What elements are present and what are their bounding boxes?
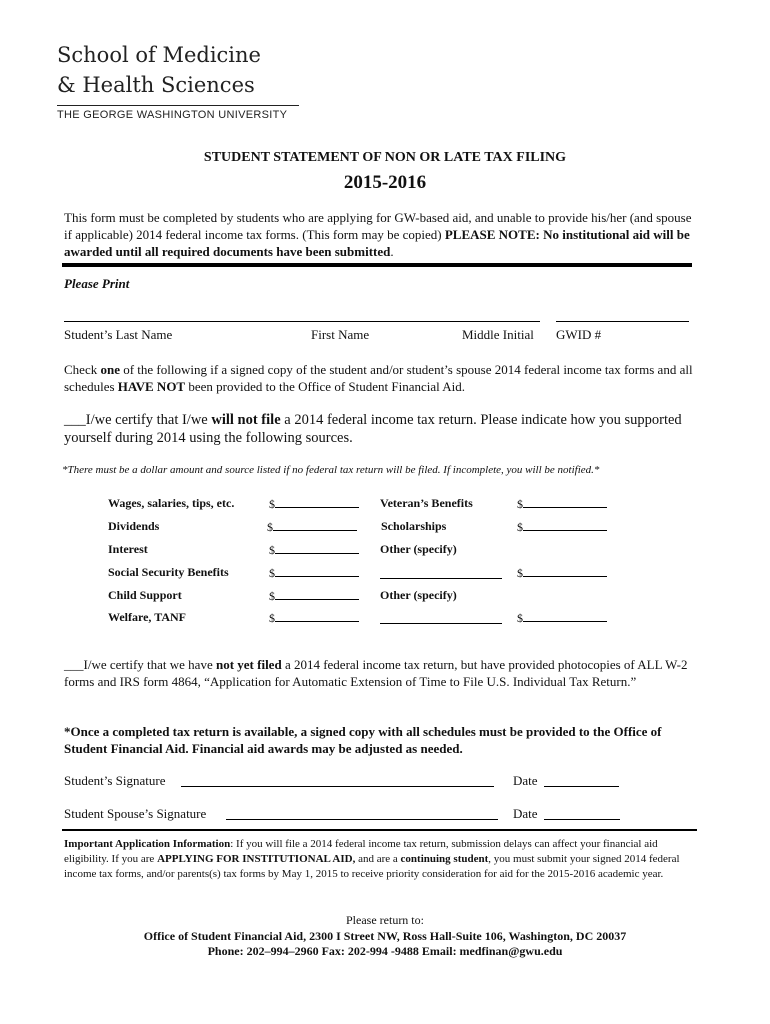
check-have-not: HAVE NOT bbox=[117, 379, 186, 394]
check-one: one bbox=[100, 362, 120, 377]
income-source-label: Child Support bbox=[108, 588, 182, 602]
income-amount-field[interactable] bbox=[269, 542, 359, 558]
section-divider bbox=[62, 263, 692, 267]
important-text1: : If you will file a 2014 federal income tax return, submission delays can affect your financial aid eligibility. If you are bbox=[64, 838, 658, 865]
dollar-sign: $ bbox=[517, 520, 523, 534]
check-post: been provided to the Office of Student Financial Aid. bbox=[185, 379, 466, 394]
option2-pre: I/we certify that we have bbox=[83, 657, 216, 672]
name-field-line[interactable] bbox=[64, 321, 540, 322]
important-label: Important Application Information bbox=[64, 838, 231, 850]
check-instructions bbox=[64, 361, 704, 395]
option1-bold: will not file bbox=[211, 412, 281, 428]
important-divider bbox=[62, 829, 697, 831]
amount-blank[interactable] bbox=[523, 610, 607, 622]
logo-divider bbox=[57, 105, 299, 106]
amount-blank[interactable] bbox=[523, 565, 607, 577]
important-bold1: APPLYING FOR INSTITUTIONAL AID, bbox=[157, 853, 356, 865]
important-text3: , you must submit your signed 2014 federal income tax forms, and/or parents(s) tax forms by May 1, 2015 to receive priority consideration for aid for the 2015-2016 academic year. bbox=[64, 853, 680, 880]
dollar-sign: $ bbox=[269, 611, 275, 625]
dollar-sign: $ bbox=[267, 520, 273, 534]
income-source-label: Dividends bbox=[108, 519, 160, 533]
intro-text: This form must be completed by students who are applying for GW-based aid, and unable to provide his/her (and spouse if applicable) 2014 federal income tax forms. (This form may be copied) bbox=[64, 210, 692, 242]
income-source-label: Other (specify) bbox=[380, 588, 457, 602]
dollar-amount-note: *There must be a dollar amount and source listed if no federal tax return will be filed. If incomplete, you will be notified.* bbox=[62, 464, 600, 476]
student-signature-label: Student’s Signature bbox=[64, 773, 166, 788]
dollar-sign: $ bbox=[269, 566, 275, 580]
dollar-sign: $ bbox=[269, 589, 275, 603]
income-source-label: Social Security Benefits bbox=[108, 565, 229, 579]
form-year: 2015-2016 bbox=[343, 172, 427, 193]
spouse-date-line[interactable] bbox=[544, 819, 620, 820]
amount-blank[interactable] bbox=[275, 588, 359, 600]
income-amount-field[interactable] bbox=[269, 588, 359, 604]
dollar-sign: $ bbox=[269, 543, 275, 557]
middle-initial-label: Middle Initial bbox=[462, 327, 534, 342]
income-amount-field[interactable] bbox=[517, 610, 607, 626]
office-contact: Phone: 202–994–2960 Fax: 202-994 -9488 Email: medfinan@gwu.edu bbox=[207, 944, 563, 958]
return-to-label: Please return to: bbox=[346, 913, 424, 927]
spouse-signature-label: Student Spouse’s Signature bbox=[64, 806, 207, 821]
intro-paragraph bbox=[64, 209, 694, 260]
amount-blank[interactable] bbox=[275, 542, 359, 554]
intro-end: . bbox=[390, 244, 394, 259]
income-source-label: Welfare, TANF bbox=[108, 610, 186, 624]
income-amount-field[interactable] bbox=[267, 519, 357, 535]
option-not-yet-filed bbox=[64, 656, 704, 690]
option1-checkbox-blank[interactable]: ___ bbox=[64, 412, 86, 428]
option-not-filing bbox=[64, 411, 704, 447]
school-name-line1: School of Medicine bbox=[57, 43, 261, 67]
option1-pre: I/we certify that I/we bbox=[85, 412, 212, 428]
gwid-label: GWID # bbox=[556, 327, 602, 342]
important-text2: and are a bbox=[355, 853, 401, 865]
income-amount-field[interactable] bbox=[517, 565, 607, 581]
spouse-signature-line[interactable] bbox=[226, 819, 498, 820]
student-date-line[interactable] bbox=[544, 786, 619, 787]
other-source-blank[interactable] bbox=[380, 623, 502, 624]
intro-warning: PLEASE NOTE: No institutional aid will be awarded until all required documents have been submitted bbox=[64, 227, 690, 259]
income-amount-field[interactable] bbox=[517, 519, 607, 535]
option2-bold: not yet filed bbox=[215, 657, 282, 672]
option2-checkbox-blank[interactable]: ___ bbox=[64, 657, 84, 672]
school-name-line2: & Health Sciences bbox=[57, 73, 255, 97]
form-title: STUDENT STATEMENT OF NON OR LATE TAX FILING bbox=[203, 150, 567, 165]
income-source-label: Interest bbox=[108, 542, 148, 556]
dollar-sign: $ bbox=[269, 497, 275, 511]
spouse-date-label: Date bbox=[513, 806, 538, 821]
income-amount-field[interactable] bbox=[517, 496, 607, 512]
income-amount-field[interactable] bbox=[269, 496, 359, 512]
amount-blank[interactable] bbox=[275, 610, 359, 622]
university-name: THE GEORGE WASHINGTON UNIVERSITY bbox=[57, 109, 288, 121]
option1-post: a 2014 federal income tax return. Please indicate how you supported yourself during 2014 using the following sources. bbox=[64, 412, 682, 446]
income-source-label: Wages, salaries, tips, etc. bbox=[108, 496, 235, 510]
other-source-blank[interactable] bbox=[380, 578, 502, 579]
income-source-label: Veteran’s Benefits bbox=[380, 496, 473, 510]
office-address: Office of Student Financial Aid, 2300 I Street NW, Ross Hall-Suite 106, Washington, DC 20037 bbox=[143, 929, 627, 943]
completed-return-notice: *Once a completed tax return is available, a signed copy with all schedules must be provided to the Office of Student Financial Aid. Financial aid awards may be adjusted as needed. bbox=[64, 724, 662, 756]
first-name-label: First Name bbox=[311, 327, 370, 342]
please-print-label: Please Print bbox=[64, 276, 130, 291]
income-source-label: Other (specify) bbox=[380, 542, 457, 556]
amount-blank[interactable] bbox=[275, 565, 359, 577]
last-name-label: Student’s Last Name bbox=[64, 327, 173, 342]
check-mid: of the following if a signed copy of the student and/or student’s spouse 2014 federal income tax forms and all schedules bbox=[64, 362, 693, 394]
check-pre: Check bbox=[64, 362, 101, 377]
dollar-sign: $ bbox=[517, 566, 523, 580]
income-amount-field[interactable] bbox=[269, 610, 359, 626]
amount-blank[interactable] bbox=[523, 519, 607, 531]
student-date-label: Date bbox=[513, 773, 538, 788]
dollar-sign: $ bbox=[517, 497, 523, 511]
amount-blank[interactable] bbox=[275, 496, 359, 508]
income-amount-field[interactable] bbox=[269, 565, 359, 581]
amount-blank[interactable] bbox=[523, 496, 607, 508]
student-signature-line[interactable] bbox=[181, 786, 494, 787]
important-bold2: continuing student bbox=[400, 853, 489, 865]
gwid-field-line[interactable] bbox=[556, 321, 689, 322]
dollar-sign: $ bbox=[517, 611, 523, 625]
option2-post: a 2014 federal income tax return, but have provided photocopies of ALL W-2 forms and IRS form 4864, “Application for Automatic Extension of Time to File U.S. Individual Tax Return.” bbox=[64, 657, 688, 689]
amount-blank[interactable] bbox=[273, 519, 357, 531]
income-source-label: Scholarships bbox=[381, 519, 447, 533]
important-info bbox=[64, 837, 699, 882]
